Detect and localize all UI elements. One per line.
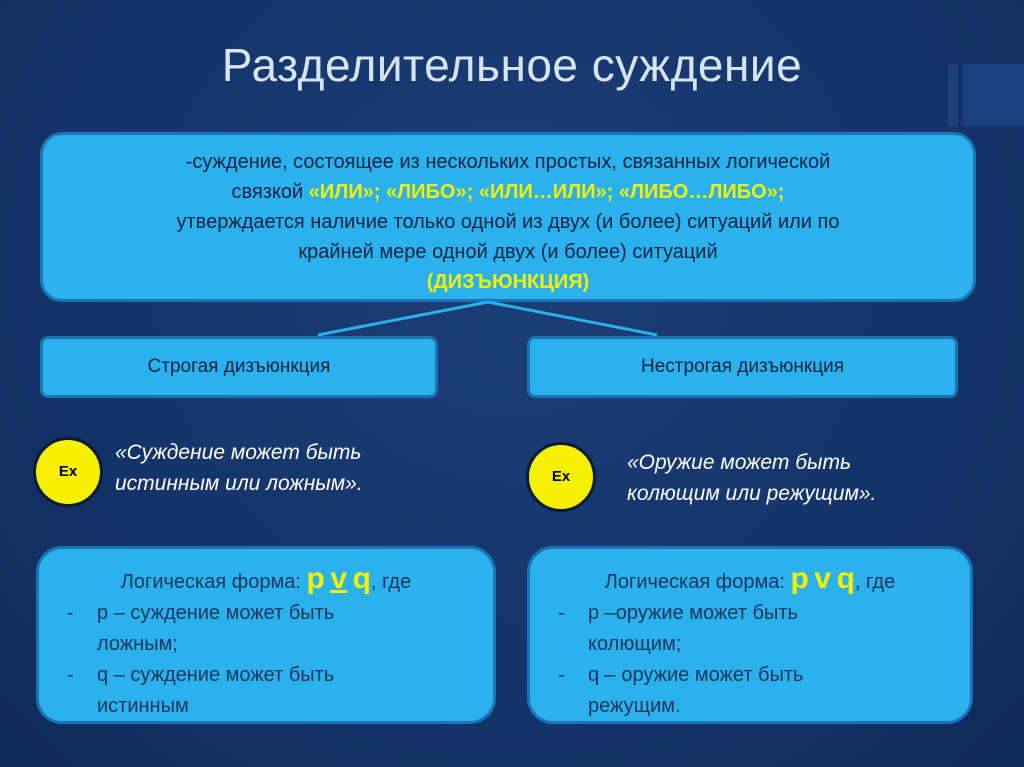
connectives: «ИЛИ»; «ЛИБО»; «ИЛИ…ИЛИ»; «ЛИБО…ЛИБО»; <box>308 181 785 203</box>
example-right-line-1: «Оружие может быть <box>627 451 852 474</box>
list-item-line: p –оружие может быть <box>588 602 798 624</box>
logical-form-box-right <box>527 546 973 724</box>
logical-form-label-right: Логическая форма: <box>604 571 791 593</box>
example-badge-right: Ex <box>526 442 596 512</box>
example-badge-left: Ex <box>33 437 103 507</box>
example-text-right <box>627 447 876 509</box>
definition-line-1: -суждение, состоящее из нескольких простых, связанных логической <box>185 151 831 173</box>
definition-line-4: крайней мере одной двух (и более) ситуаций <box>298 241 718 263</box>
list-item-line: истинным <box>97 695 189 717</box>
definition-line-2-prefix: связкой <box>231 181 309 203</box>
formula-or-right: v <box>814 562 832 595</box>
list-dash: - <box>558 602 565 624</box>
disjunction-term: (ДИЗЪЮНКЦИЯ) <box>426 271 590 293</box>
logical-form-box-left <box>36 546 496 724</box>
list-item-line: q – суждение может быть <box>97 664 335 686</box>
list-item-line: q – оружие может быть <box>588 664 804 686</box>
list-item-line: ложным; <box>97 633 178 655</box>
logical-form-heading-right <box>554 563 946 598</box>
formula-q-right: q <box>836 562 855 595</box>
logical-form-suffix-left: , где <box>370 571 412 593</box>
strict-disjunction-box: Строгая дизъюнкция <box>40 336 438 398</box>
list-dash: - <box>558 664 565 686</box>
logical-form-label-left: Логическая форма: <box>120 571 307 593</box>
formula-p-left: p <box>306 562 325 595</box>
formula-p-right: p <box>790 562 809 595</box>
list-item <box>554 660 946 722</box>
example-right-line-2: колющим или режущим». <box>627 482 877 505</box>
list-dash: - <box>67 602 74 624</box>
formula-q-left: q <box>352 562 371 595</box>
example-left-line-2: истинным или ложным». <box>115 472 363 495</box>
page-title: Разделительное суждение <box>221 39 803 91</box>
list-item-line: p – суждение может быть <box>97 602 335 624</box>
logical-form-suffix-right: , где <box>854 571 896 593</box>
connector-right <box>488 302 657 335</box>
list-dash: - <box>67 664 74 686</box>
example-text-left <box>115 437 363 499</box>
example-left-line-1: «Суждение может быть <box>115 441 362 464</box>
connector-left <box>318 302 488 335</box>
list-item-line: режущим. <box>588 695 681 717</box>
formula-or-left: v <box>330 562 348 595</box>
list-item <box>63 598 469 660</box>
definition-line-3: утверждается наличие только одной из двух (и более) ситуаций или по <box>176 211 840 233</box>
nonstrict-disjunction-box: Нестрогая дизъюнкция <box>527 336 958 398</box>
logical-form-heading-left <box>63 563 469 598</box>
list-item <box>554 598 946 660</box>
list-item-line: колющим; <box>588 633 682 655</box>
list-item <box>63 660 469 722</box>
